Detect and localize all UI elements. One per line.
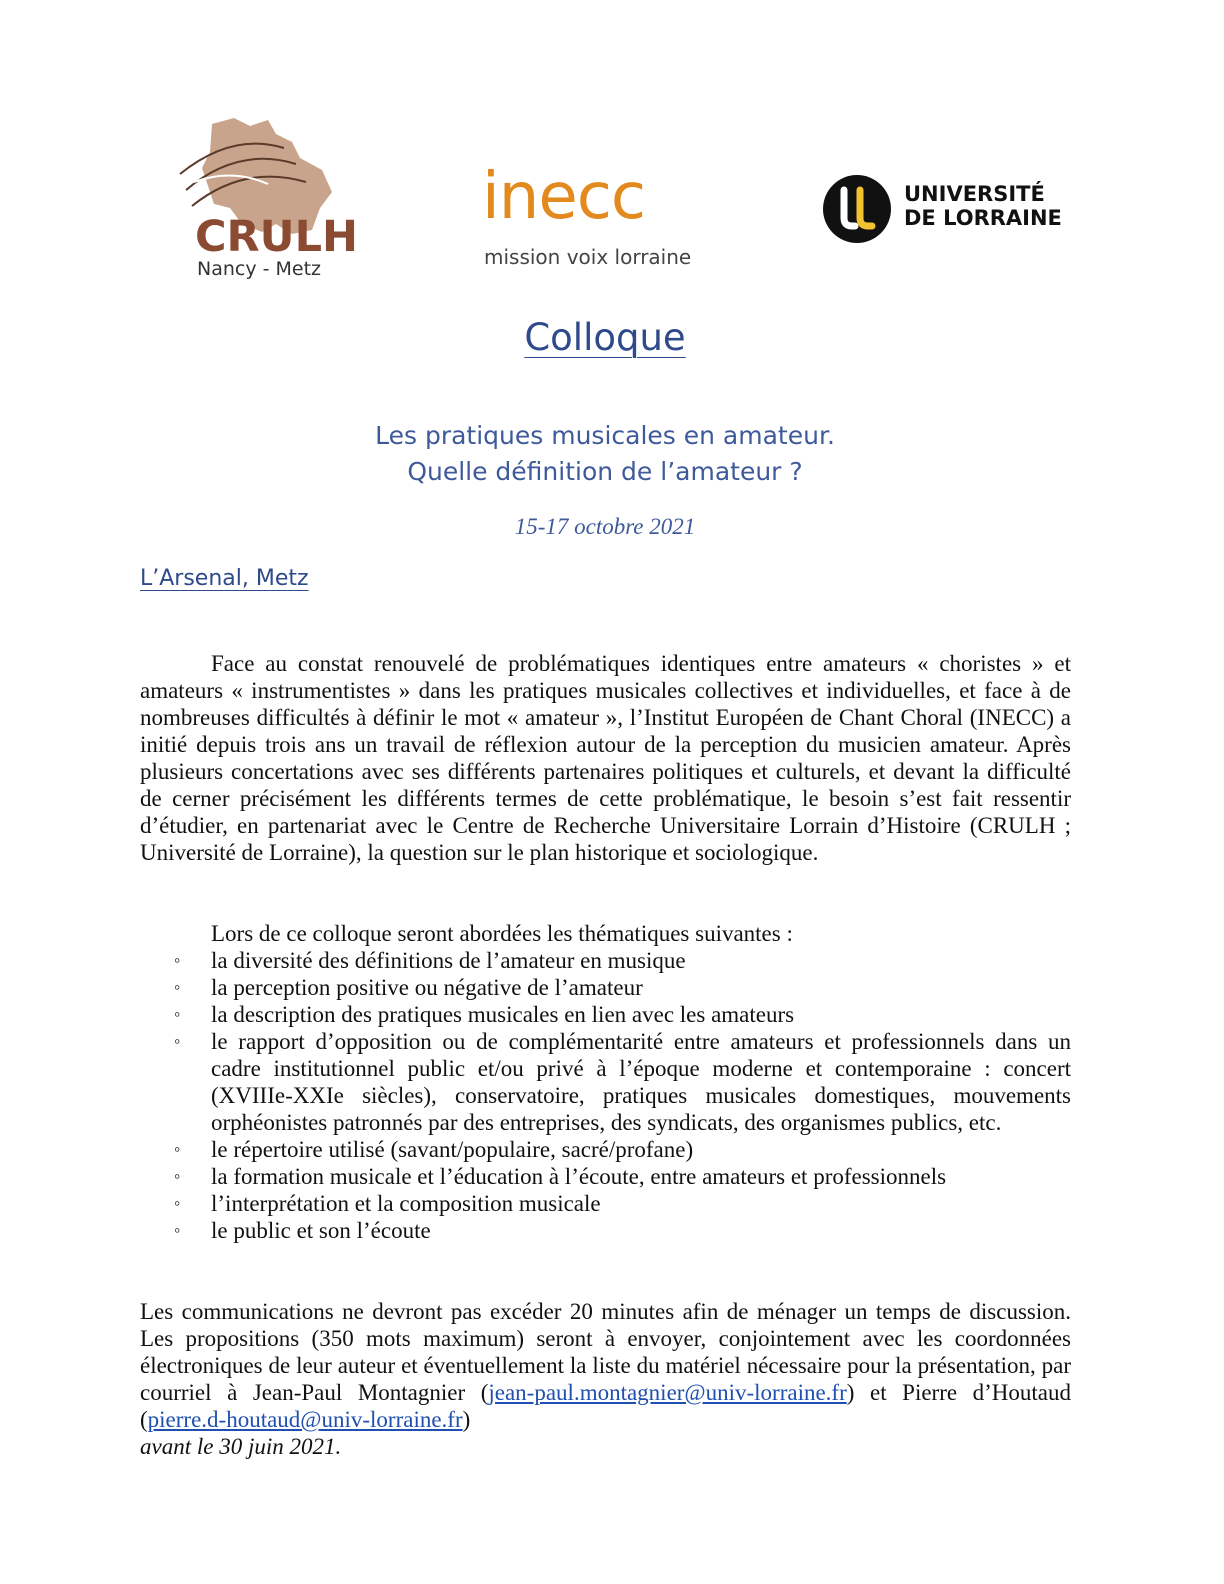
submission-deadline: avant le 30 juin 2021. [140,1434,342,1459]
email-link-houtaud[interactable]: pierre.d-houtaud@univ-lorraine.fr [147,1407,463,1432]
event-dates: 15-17 octobre 2021 [514,514,696,539]
bullet-icon: ◦ [174,977,181,997]
event-venue: L’Arsenal, Metz [140,566,309,591]
crulh-logo-text: CRULH [195,212,358,262]
list-item: ◦ le public et son l’écoute [174,1218,431,1243]
bullet-icon: ◦ [174,1031,181,1051]
crulh-logo-subtitle: Nancy - Metz [197,258,322,280]
list-item: ◦ la perception positive ou négative de l’amateur [174,975,643,1000]
list-item: ◦ la diversité des définitions de l’amateur en musique [174,948,686,973]
closing-paragraph: Les communications ne devront pas excéder 20 minutes afin de ménager un temps de discussion. Les propositions (350 mots maximum) seront à envoyer, conjointement avec les coordonnées électroniques de leur auteur et éventuellement la liste du matériel nécessaire pour la présentation, par courriel à Jean-Paul Montagnier (jean-paul.montagnier@univ-lorraine.fr) et Pierre d’Houtaud (pierre.d-houtaud@univ-lorraine.fr) avant le 30 juin 2021. [140,1299,1072,1459]
universite-line1: UNIVERSITÉ [904,182,1045,206]
email-link-montagnier[interactable]: jean-paul.montagnier@univ-lorraine.fr [488,1380,847,1405]
list-item: ◦ l’interprétation et la composition musicale [174,1191,601,1216]
universite-line2: DE LORRAINE [904,206,1062,230]
subtitle-line1: Les pratiques musicales en amateur. [375,421,835,450]
page-title: Colloque [524,316,686,359]
themes-list [140,947,1071,1244]
list-item: ◦ le répertoire utilisé (savant/populaire, sacré/profane) [174,1137,694,1162]
bullet-icon: ◦ [174,950,181,970]
subtitle-line2: Quelle définition de l’amateur ? [407,457,803,486]
bullet-icon: ◦ [174,1220,181,1240]
themes-intro: Lors de ce colloque seront abordées les thématiques suivantes : [211,921,793,946]
list-item: ◦ la description des pratiques musicales en lien avec les amateurs [174,1002,795,1027]
bullet-icon: ◦ [174,1004,181,1024]
inecc-logo-subtitle: mission voix lorraine [484,245,692,269]
bullet-icon: ◦ [174,1139,181,1159]
universite-lorraine-logo-text [904,182,1062,230]
universite-lorraine-logo-icon [822,174,892,244]
list-item: ◦ le rapport d’opposition ou de complémentarité entre amateurs et professionnels dans un cadre institutionnel public et/ou privé à l’époque moderne et contemporaine : concert (XVIIIe-XXIe siècles), conservatoire, pratiques musicales domestiques, mouvements orphéonistes patronnés par des entreprises, des syndicats, des organismes publics, etc. [174,1029,1071,1135]
bullet-icon: ◦ [174,1166,181,1186]
colloque-subtitle [0,418,1210,490]
list-item: ◦ la formation musicale et l’éducation à l’écoute, entre amateurs et professionnels [174,1164,947,1189]
inecc-logo-text: inecc [482,160,646,234]
bullet-icon: ◦ [174,1193,181,1213]
intro-paragraph: Face au constat renouvelé de problématiques identiques entre amateurs « choristes » et amateurs « instrumentistes » dans les pratiques musicales collectives et individuelles, et face à de nombreuses difficultés à définir le mot « amateur », l’Institut Européen de Chant Choral (INECC) a initié depuis trois ans un travail de réflexion autour de la perception du musicien amateur. Après plusieurs concertations avec ses différents partenaires politiques et culturels, et devant la difficulté de cerner précisément les différents termes de cette problématique, le besoin s’est fait ressentir d’étudier, en partenariat avec le Centre de Recherche Universitaire Lorrain d’Histoire (CRULH ; Université de Lorraine), la question sur le plan historique et sociologique. [140,651,1071,865]
